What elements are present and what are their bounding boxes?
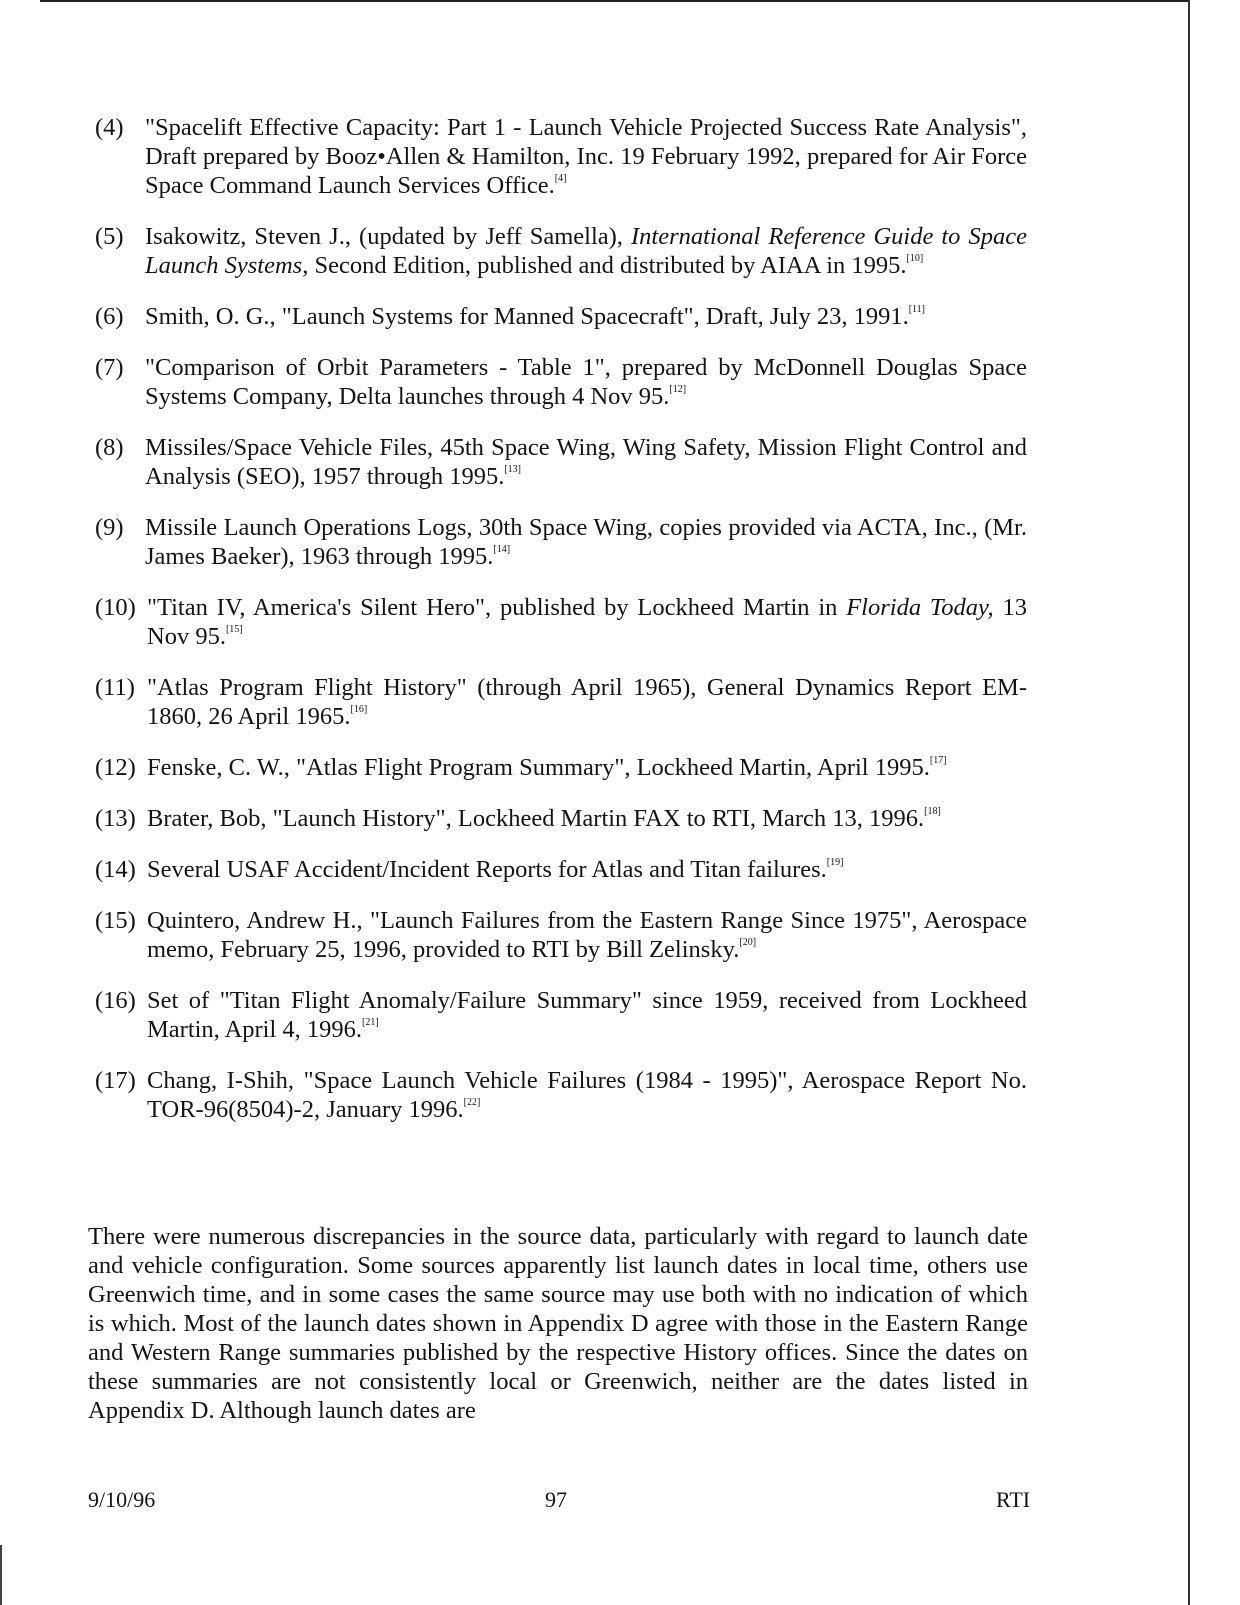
reference-item bbox=[95, 222, 1027, 280]
reference-text bbox=[147, 673, 1027, 731]
reference-item bbox=[95, 855, 1027, 884]
reference-number: (17) bbox=[95, 1067, 136, 1094]
reference-text-segment: "Titan IV, America's Silent Hero", published by Lockheed Martin in bbox=[147, 594, 847, 621]
reference-text bbox=[145, 353, 1027, 411]
citation-marker: [14] bbox=[493, 544, 511, 555]
reference-text bbox=[147, 986, 1027, 1044]
citation-marker: [22] bbox=[463, 1097, 481, 1108]
reference-text bbox=[147, 906, 1027, 964]
citation-marker: [10] bbox=[906, 253, 924, 264]
reference-number: (14) bbox=[95, 856, 136, 883]
reference-text bbox=[145, 222, 1027, 280]
reference-text-segment: Fenske, C. W., "Atlas Flight Program Summary", Lockheed Martin, April 1995. bbox=[147, 754, 930, 781]
citation-marker: [12] bbox=[669, 384, 687, 395]
reference-number: (8) bbox=[95, 434, 124, 461]
citation-marker: [18] bbox=[924, 806, 941, 817]
citation-marker: [21] bbox=[362, 1017, 379, 1028]
reference-text-segment: "Spacelift Effective Capacity: Part 1 - Launch Vehicle Projected Success Rate Analysis", Draft prepared by Booz•Allen & Hamilton, Inc. 19 February 1992, prepared for Air Force Space Command Launch Services Office. bbox=[145, 114, 1027, 199]
reference-text bbox=[145, 302, 1027, 331]
reference-text bbox=[147, 593, 1027, 651]
reference-text-segment: Several USAF Accident/Incident Reports for Atlas and Titan failures. bbox=[147, 856, 827, 883]
citation-marker: [11] bbox=[908, 304, 926, 315]
citation-marker: [15] bbox=[225, 624, 243, 635]
reference-text-segment: Missiles/Space Vehicle Files, 45th Space Wing, Wing Safety, Mission Flight Control and Analysis (SEO), 1957 through 1995. bbox=[145, 434, 1027, 490]
footer-organization: RTI bbox=[996, 1487, 1031, 1512]
reference-number: (11) bbox=[95, 674, 135, 701]
citation-marker: [17] bbox=[929, 755, 947, 766]
reference-text-segment: Missile Launch Operations Logs, 30th Space Wing, copies provided via ACTA, Inc., (Mr. James Baeker), 1963 through 1995. bbox=[145, 514, 1027, 570]
reference-number: (12) bbox=[95, 754, 136, 781]
reference-number: (6) bbox=[95, 303, 124, 330]
footer-date: 9/10/96 bbox=[88, 1487, 156, 1512]
reference-text bbox=[147, 753, 1027, 782]
reference-item bbox=[95, 1066, 1027, 1124]
reference-text-segment: "Atlas Program Flight History" (through April 1965), General Dynamics Report EM-1860, 26 April 1965. bbox=[147, 674, 1027, 730]
reference-number: (10) bbox=[95, 594, 136, 621]
reference-item bbox=[95, 804, 1027, 833]
reference-text-segment: Brater, Bob, "Launch History", Lockheed Martin FAX to RTI, March 13, 1996. bbox=[147, 805, 925, 832]
body-paragraph: There were numerous discrepancies in the source data, particularly with regard to launch date and vehicle configuration. Some sources apparently list launch dates in local time, others use Greenwich time, and in some cases the same source may use both with no indication of which is which. Most of the launch dates shown in Appendix D agree with those in the Eastern Range and Western Range summaries published by the respective History offices. Since the dates on these summaries are not consistently local or Greenwich, neither are the dates listed in Appendix D. Although launch dates are bbox=[88, 1223, 1028, 1424]
reference-item bbox=[95, 986, 1027, 1044]
scan-edge-top bbox=[40, 0, 1190, 2]
reference-title-italic: International Reference Guide to Space Launch Systems bbox=[145, 223, 1027, 279]
citation-marker: [4] bbox=[554, 173, 567, 184]
reference-number: (13) bbox=[95, 805, 136, 832]
reference-text-segment: Set of "Titan Flight Anomaly/Failure Summary" since 1959, received from Lockheed Martin, April 4, 1996. bbox=[147, 987, 1027, 1043]
reference-text-segment: Chang, I-Shih, "Space Launch Vehicle Failures (1984 - 1995)", Aerospace Report No. TOR-96(8504)-2, January 1996. bbox=[147, 1067, 1027, 1123]
reference-item bbox=[95, 593, 1027, 651]
reference-list bbox=[95, 113, 1027, 1146]
reference-item bbox=[95, 113, 1027, 200]
scan-edge-right bbox=[1188, 0, 1190, 1605]
reference-text bbox=[147, 855, 1027, 884]
reference-number: (5) bbox=[95, 223, 124, 250]
reference-text bbox=[145, 433, 1027, 491]
reference-number: (15) bbox=[95, 907, 136, 934]
reference-text bbox=[147, 1066, 1027, 1124]
reference-text-segment: , Second Edition, published and distributed by AIAA in 1995. bbox=[302, 252, 907, 279]
reference-number: (9) bbox=[95, 514, 124, 541]
reference-text-segment: Smith, O. G., "Launch Systems for Manned Spacecraft", Draft, July 23, 1991. bbox=[145, 303, 909, 330]
reference-item bbox=[95, 753, 1027, 782]
citation-marker: [19] bbox=[826, 857, 844, 868]
reference-number: (7) bbox=[95, 354, 124, 381]
page-number: 97 bbox=[545, 1487, 567, 1512]
citation-marker: [16] bbox=[350, 704, 368, 715]
reference-item bbox=[95, 353, 1027, 411]
reference-item bbox=[95, 673, 1027, 731]
citation-marker: [20] bbox=[739, 937, 757, 948]
reference-item bbox=[95, 906, 1027, 964]
reference-item bbox=[95, 513, 1027, 571]
citation-marker: [13] bbox=[504, 464, 521, 475]
reference-title-italic: Florida Today, bbox=[846, 594, 994, 621]
reference-text-segment: Isakowitz, Steven J., (updated by Jeff Samella), bbox=[145, 223, 631, 250]
reference-item bbox=[95, 433, 1027, 491]
reference-text bbox=[145, 113, 1027, 200]
reference-text bbox=[147, 804, 1027, 833]
reference-text-segment: Quintero, Andrew H., "Launch Failures from the Eastern Range Since 1975", Aerospace memo, February 25, 1996, provided to RTI by Bill Zelinsky. bbox=[147, 907, 1027, 963]
reference-item bbox=[95, 302, 1027, 331]
reference-text-segment: "Comparison of Orbit Parameters - Table 1", prepared by McDonnell Douglas Space Systems Company, Delta launches through 4 Nov 95. bbox=[145, 354, 1027, 410]
reference-number: (4) bbox=[95, 114, 124, 141]
reference-text-segment: 13 Nov 95. bbox=[147, 594, 1028, 650]
reference-number: (16) bbox=[95, 987, 136, 1014]
scan-edge-left bbox=[0, 1545, 2, 1605]
reference-text bbox=[145, 513, 1027, 571]
